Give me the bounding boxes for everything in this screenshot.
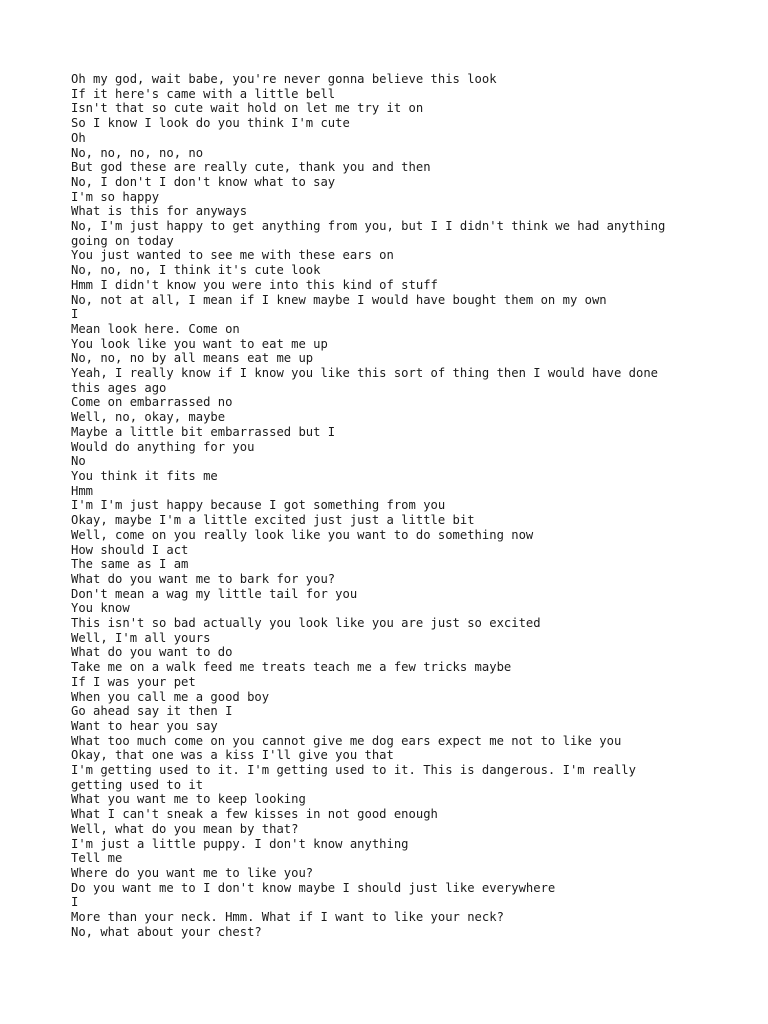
transcript-line: When you call me a good boy (71, 689, 270, 704)
transcript-line: Oh my god, wait babe, you're never gonna believe this look (71, 72, 497, 86)
transcript-line: No, no, no by all means eat me up (71, 351, 314, 366)
transcript-line: Hmm (71, 483, 94, 498)
transcript-line: What is this for anyways (71, 204, 248, 219)
transcript-line: I (71, 895, 79, 910)
transcript-line: No, not at all, I mean if I knew maybe I would have bought them on my own (71, 292, 607, 307)
transcript-line: Isn't that so cute wait hold on let me try it on (71, 101, 424, 116)
transcript-line: You think it fits me (71, 468, 218, 483)
transcript-line: What you want me to keep looking (71, 792, 306, 807)
transcript-line: What do you want me to bark for you? (71, 571, 336, 586)
transcript-line: No, I don't I don't know what to say (71, 174, 336, 189)
transcript-line: Come on embarrassed no (71, 395, 233, 410)
transcript-line: No (71, 454, 86, 469)
transcript-line: You look like you want to eat me up (71, 336, 328, 351)
transcript-line: Yeah, I really know if I know you like this sort of thing then I would have done this ages ago (71, 366, 666, 395)
transcript-line: This isn't so bad actually you look like you are just so excited (71, 616, 541, 631)
transcript-line: You just wanted to see me with these ears on (71, 248, 394, 263)
transcript-line: Would do anything for you (71, 439, 255, 454)
transcript-line: If it here's came with a little bell (71, 86, 336, 101)
transcript-line: Do you want me to I don't know maybe I should just like everywhere (71, 880, 556, 895)
transcript-line: Oh (71, 130, 86, 145)
transcript-line: So I know I look do you think I'm cute (71, 116, 350, 131)
transcript-line: No, what about your chest? (71, 924, 262, 939)
transcript-line: More than your neck. Hmm. What if I want to like your neck? (71, 910, 504, 925)
transcript-line: Don't mean a wag my little tail for you (71, 586, 358, 601)
transcript-line: I'm getting used to it. I'm getting used to it. This is dangerous. I'm really getting used to it (71, 763, 644, 792)
transcript-line: Well, I'm all yours (71, 630, 211, 645)
transcript-line: Want to hear you say (71, 718, 218, 733)
transcript-line: Hmm I didn't know you were into this kind of stuff (71, 277, 438, 292)
transcript-line: Okay, that one was a kiss I'll give you that (71, 748, 394, 763)
transcript-page (71, 72, 691, 939)
transcript-line: I (71, 307, 79, 322)
transcript-line: But god these are really cute, thank you and then (71, 160, 431, 175)
transcript-line: I'm just a little puppy. I don't know anything (71, 836, 409, 851)
transcript-line: No, no, no, I think it's cute look (71, 263, 321, 278)
transcript-line: Okay, maybe I'm a little excited just just a little bit (71, 513, 475, 528)
transcript-line: Where do you want me to like you? (71, 865, 314, 880)
transcript-line: Well, no, okay, maybe (71, 410, 226, 425)
transcript-line: No, I'm just happy to get anything from you, but I I didn't think we had anything going on today (71, 219, 673, 248)
transcript-line: Mean look here. Come on (71, 321, 240, 336)
transcript-line: What too much come on you cannot give me dog ears expect me not to like you (71, 733, 622, 748)
transcript-line: Take me on a walk feed me treats teach me a few tricks maybe (71, 660, 512, 675)
transcript-line: What do you want to do (71, 645, 233, 660)
transcript-line: The same as I am (71, 557, 189, 572)
transcript-line: What I can't sneak a few kisses in not good enough (71, 807, 438, 822)
transcript-line: You know (71, 601, 130, 616)
transcript-line: If I was your pet (71, 674, 196, 689)
transcript-line: I'm I'm just happy because I got something from you (71, 498, 446, 513)
transcript-line: Maybe a little bit embarrassed but I (71, 424, 336, 439)
transcript-line: I'm so happy (71, 189, 160, 204)
transcript-line: Well, come on you really look like you want to do something now (71, 527, 534, 542)
transcript-line: Go ahead say it then I (71, 704, 233, 719)
transcript-line: Well, what do you mean by that? (71, 821, 299, 836)
transcript-line: Tell me (71, 851, 123, 866)
transcript-line: No, no, no, no, no (71, 145, 204, 160)
transcript-line: How should I act (71, 542, 189, 557)
